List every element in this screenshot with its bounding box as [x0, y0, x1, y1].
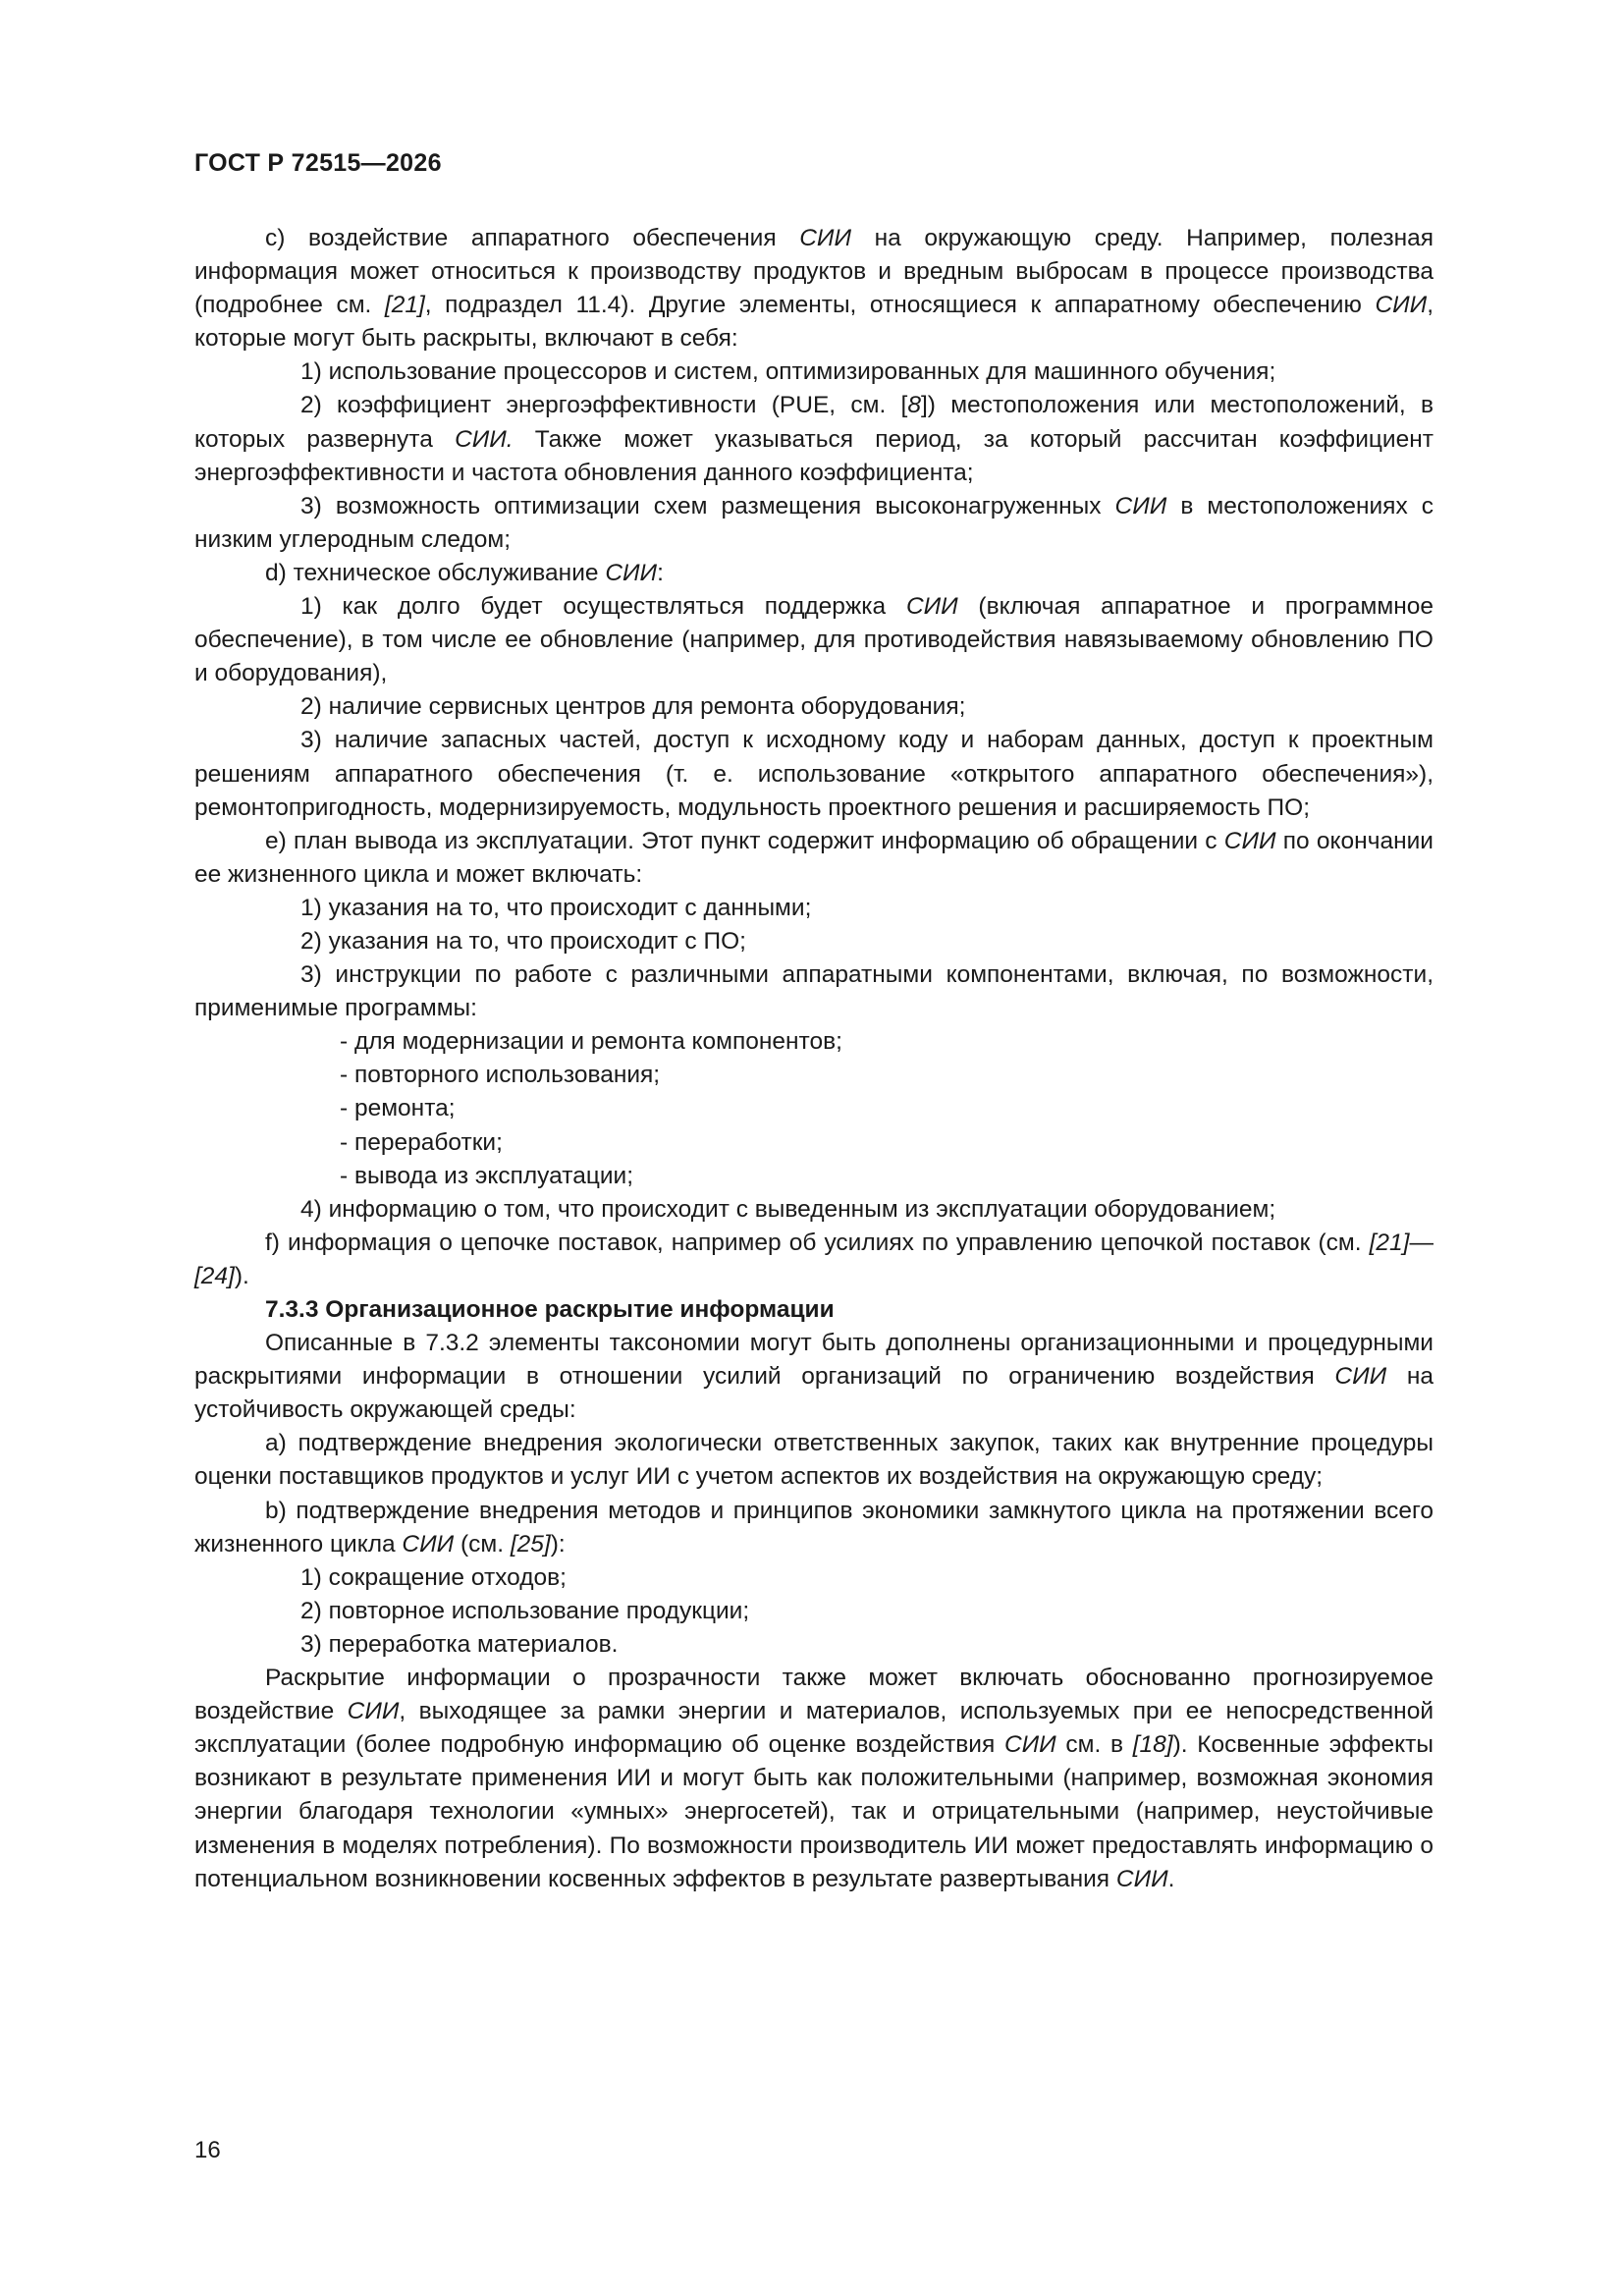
paragraph: e) план вывода из эксплуатации. Этот пункт содержит информацию об обращении с СИИ по окончании ее жизненного цикла и может включать: — [194, 827, 1434, 888]
paragraph: c) воздействие аппаратного обеспечения СИИ на окружающую среду. Например, полезная информация может относиться к производству продуктов и вредным выбросам в процессе производства (подробнее см. [21], подраздел 11.4). Другие элементы, относящиеся к аппаратному обеспечению СИИ, которые могут быть раскрыты, включают в себя: — [194, 225, 1434, 353]
paragraph: 2) повторное использование продукции; — [300, 1597, 750, 1624]
paragraph: d) техническое обслуживание СИИ: — [265, 559, 664, 586]
paragraph: f) информация о цепочке поставок, например об усилиях по управлению цепочкой поставок (см. [21]—[24]). — [194, 1229, 1434, 1289]
page-number: 16 — [194, 2137, 221, 2163]
document-body — [194, 222, 1434, 1896]
paragraph: 2) коэффициент энергоэффективности (PUE, см. [8]) местоположения или местоположений, в которых развернута СИИ. Также может указываться период, за который рассчитан коэффициент энергоэффективности и частота обновления данного коэффициента; — [194, 392, 1434, 486]
paragraph: - для модернизации и ремонта компонентов; — [340, 1028, 842, 1056]
paragraph: Раскрытие информации о прозрачности также может включать обоснованно прогнозируемое воздействие СИИ, выходящее за рамки энергии и материалов, используемых при ее непосредственной эксплуатации (более подробную информацию об оценке воздействия СИИ см. в [18]). Косвенные эффекты возникают в результате применения ИИ и могут быть как положительными (например, возможная экономия энергии благодаря технологии «умных» энергосетей), так и отрицательными (например, неустойчивые изменения в моделях потребления). По возможности производитель ИИ может предоставлять информацию о потенциальном возникновении косвенных эффектов в результате развертывания СИИ. — [194, 1665, 1434, 1892]
document-code: ГОСТ Р 72515—2026 — [194, 149, 442, 177]
paragraph: 3) наличие запасных частей, доступ к исходному коду и наборам данных, доступ к проектным решениям аппаратного обеспечения (т. е. использование «открытого аппаратного обеспечения»), ремонтопригодность, модернизируемость, модульность проектного решения и расширяемость ПО; — [194, 727, 1434, 821]
paragraph: Описанные в 7.3.2 элементы таксономии могут быть дополнены организационными и процедурными раскрытиями информации в отношении усилий организаций по ограничению воздействия СИИ на устойчивость окружающей среды: — [194, 1330, 1434, 1424]
paragraph: - вывода из эксплуатации; — [340, 1162, 634, 1189]
paragraph: - ремонта; — [340, 1095, 456, 1122]
paragraph: 3) возможность оптимизации схем размещения высоконагруженных СИИ в местоположениях с низким углеродным следом; — [194, 492, 1434, 553]
paragraph: 1) как долго будет осуществляться поддержка СИИ (включая аппаратное и программное обеспечение), в том числе ее обновление (например, для противодействия навязываемому обновлению ПО и оборудования), — [194, 593, 1434, 687]
paragraph: b) подтверждение внедрения методов и принципов экономики замкнутого цикла на протяжении всего жизненного цикла СИИ (см. [25]): — [194, 1497, 1434, 1558]
paragraph: - повторного использования; — [340, 1062, 661, 1089]
paragraph: 4) информацию о том, что происходит с выведенным из эксплуатации оборудованием; — [300, 1195, 1276, 1223]
paragraph: 1) сокращение отходов; — [300, 1563, 567, 1591]
paragraph: 2) указания на то, что происходит с ПО; — [300, 927, 746, 955]
section-heading: 7.3.3 Организационное раскрытие информации — [265, 1296, 835, 1323]
paragraph: 3) инструкции по работе с различными аппаратными компонентами, включая, по возможности, применимые программы: — [194, 961, 1434, 1022]
paragraph: 1) указания на то, что происходит с данными; — [300, 894, 812, 921]
paragraph: a) подтверждение внедрения экологически ответственных закупок, таких как внутренние процедуры оценки поставщиков продуктов и услуг ИИ с учетом аспектов их воздействия на окружающую среду; — [194, 1430, 1434, 1491]
paragraph: 3) переработка материалов. — [300, 1630, 619, 1658]
paragraph: 2) наличие сервисных центров для ремонта оборудования; — [300, 693, 966, 721]
paragraph: 1) использование процессоров и систем, оптимизированных для машинного обучения; — [300, 358, 1276, 386]
paragraph: - переработки; — [340, 1128, 503, 1156]
